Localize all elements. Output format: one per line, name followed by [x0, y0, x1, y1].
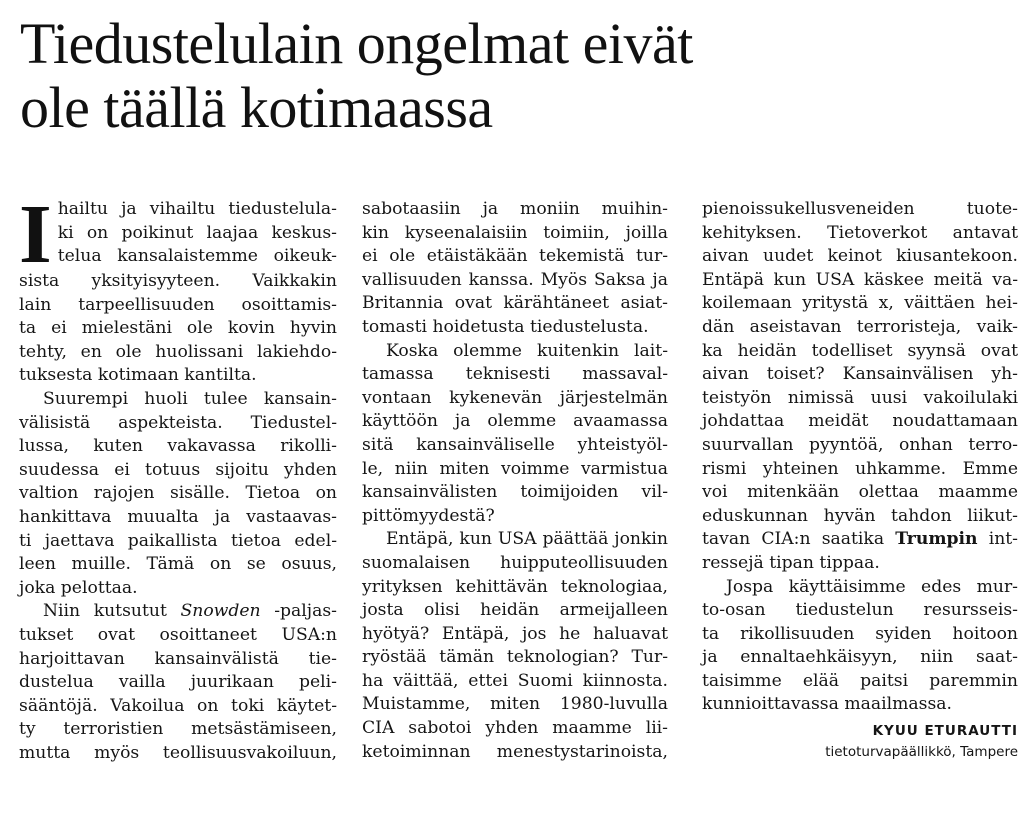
text-line: [19, 600, 337, 624]
text-line: käyttöön ja olemme avaamassa: [362, 411, 668, 432]
text-line: hankittava muualta ja vastaavas-: [19, 506, 337, 527]
text-line: ki on poikinut laajaa keskus-: [57, 222, 337, 243]
text-line: Jospa käyttäisimme edes mur-: [726, 576, 1018, 597]
text-line: tehty, en ole huolissani lakiehdo-: [19, 341, 337, 362]
text-line: pittömyydestä?: [362, 505, 495, 526]
text-line: aivan toiset? Kansainvälisen yh-: [702, 364, 1018, 385]
text-line: sista yksityisyyteen. Vaikkakin: [19, 271, 337, 291]
text-line: vontaan kykenevän järjestelmän: [362, 387, 668, 408]
text-line: voi mitenkään olettaa maamme: [702, 482, 1018, 503]
text-line: aivan uudet keinot kiusantekoon.: [702, 246, 1018, 267]
text-line: [702, 528, 1018, 552]
text-line: CIA sabotoi yhden maamme lii-: [362, 718, 668, 739]
text-line: yrityksen kehittävän teknologiaa,: [362, 576, 668, 597]
text-line: ka heidän todelliset syynsä ovat: [702, 340, 1018, 361]
article-column-1: [19, 198, 337, 765]
text-line: ei ole etäistäkään tekemistä tur-: [362, 246, 668, 267]
headline: [20, 12, 1010, 140]
article-column-2: [362, 198, 668, 764]
text-line: ti jaettava paikallista tietoa edel-: [19, 530, 337, 551]
author-name: KYUU ETURAUTTI: [872, 723, 1018, 740]
text-line: suomalaisen huipputeollisuuden: [362, 552, 668, 573]
text-line: mutta myös teollisuusvakoiluun,: [19, 742, 337, 763]
text-line: dustelua vailla juurikaan peli-: [19, 672, 337, 693]
text-line: kansainvälisten toimijoiden vil-: [362, 482, 668, 503]
text-line: ryöstää tämän teknologian? Tur-: [362, 647, 668, 668]
text-line: ta ei mielestäni ole kovin hyvin: [19, 318, 337, 339]
text-line: sitä kansainväliselle yhteistyöl-: [362, 434, 668, 455]
text-fragment: -paljas-: [260, 601, 337, 622]
author-title: tietoturvapäällikkö, Tampere: [825, 744, 1018, 761]
text-line: hailtu ja vihailtu tiedustelula-: [57, 199, 337, 219]
text-line: taisimme elää paitsi paremmin: [702, 670, 1018, 691]
text-line: ketoiminnan menestystarinoista,: [362, 741, 668, 762]
text-line: ha väittää, ettei Suomi kiinnosta.: [362, 670, 668, 691]
text-line: suurvallan pyyntöä, onhan terro-: [702, 434, 1018, 455]
text-line: le, niin miten voimme varmistua: [362, 458, 668, 479]
text-fragment: Niin kutsutut: [43, 601, 181, 622]
text-line: harjoittavan kansainvälistä tie-: [19, 648, 337, 669]
text-line: tukset ovat osoittaneet USA:n: [19, 624, 337, 645]
text-fragment: int-: [977, 529, 1018, 550]
text-line: Koska olemme kuitenkin lait-: [386, 340, 668, 361]
text-line: hyötyä? Entäpä, jos he haluavat: [362, 623, 668, 644]
text-line: Suurempi huoli tulee kansain-: [43, 388, 337, 409]
text-line: josta olisi heidän armeijalleen: [362, 600, 668, 621]
opening-paragraph: [19, 198, 337, 270]
text-line: tomasti hoidetusta tiedustelusta.: [362, 316, 649, 337]
drop-cap: I: [19, 198, 52, 270]
bold-name: Trumpin: [895, 529, 978, 550]
headline-line-2: ole täällä kotimaassa: [20, 75, 493, 140]
text-line: johdattaa meidät noudattamaan: [702, 411, 1018, 432]
text-line: lussa, kuten vakavassa rikolli-: [19, 436, 337, 457]
text-line: rismi yhteinen uhkamme. Emme: [702, 458, 1018, 479]
text-line: Entäpä, kun USA päättää jonkin: [386, 529, 668, 550]
text-line: telua kansalaistemme oikeuk-: [57, 246, 337, 267]
text-line: leen muille. Tämä on se osuus,: [19, 554, 337, 575]
text-line: ja ennaltaehkäisyyn, niin saat-: [702, 647, 1018, 668]
text-line: sääntöjä. Vakoilua on toki käytet-: [19, 695, 337, 716]
text-line: ressejä tipan tippaa.: [702, 552, 880, 573]
text-line: Muistamme, miten 1980-luvulla: [362, 694, 668, 715]
text-line: lain tarpeellisuuden osoittamis-: [19, 294, 337, 315]
text-line: sabotaasiin ja moniin muihin-: [362, 199, 668, 219]
text-line: eduskunnan hyvän tahdon liikut-: [702, 505, 1018, 526]
text-line: kin kyseenalaisiin toimiin, joilla: [362, 222, 668, 243]
headline-line-1: Tiedustelulain ongelmat eivät: [20, 11, 693, 76]
text-line: dän aseistavan terroristeja, vaik-: [702, 316, 1018, 337]
text-line: Entäpä kun USA käskee meitä va-: [702, 269, 1018, 290]
text-line: välisistä aspekteista. Tiedustel-: [19, 412, 337, 433]
text-line: valtion rajojen sisälle. Tietoa on: [19, 483, 337, 504]
text-fragment: tavan CIA:n saatika: [702, 529, 896, 550]
text-line: to-osan tiedustelun resursseis-: [702, 600, 1018, 621]
article-column-3: [702, 198, 1018, 763]
text-line: tuksesta kotimaan kantilta.: [19, 365, 257, 386]
text-line: suudessa ei totuus sijoitu yhden: [19, 459, 337, 480]
text-line: ty terroristien metsästämiseen,: [19, 719, 337, 740]
text-line: teistyön nimissä uusi vakoilulaki: [702, 387, 1018, 408]
text-line: kunnioittavassa maailmassa.: [702, 694, 953, 715]
text-line: tamassa teknisesti massaval-: [362, 364, 668, 385]
text-line: joka pelottaa.: [19, 577, 138, 598]
text-line: koilemaan yritystä x, väittäen hei-: [702, 293, 1018, 314]
text-line: Britannia ovat kärähtäneet asiat-: [362, 293, 668, 314]
text-line: kehityksen. Tietoverkot antavat: [702, 222, 1018, 243]
italic-name: Snowden: [180, 601, 261, 622]
text-line: ta rikollisuuden syiden hoitoon: [702, 623, 1018, 644]
text-line: pienoissukellusveneiden tuote-: [702, 199, 1018, 219]
text-line: vallisuuden kanssa. Myös Saksa ja: [362, 269, 668, 290]
